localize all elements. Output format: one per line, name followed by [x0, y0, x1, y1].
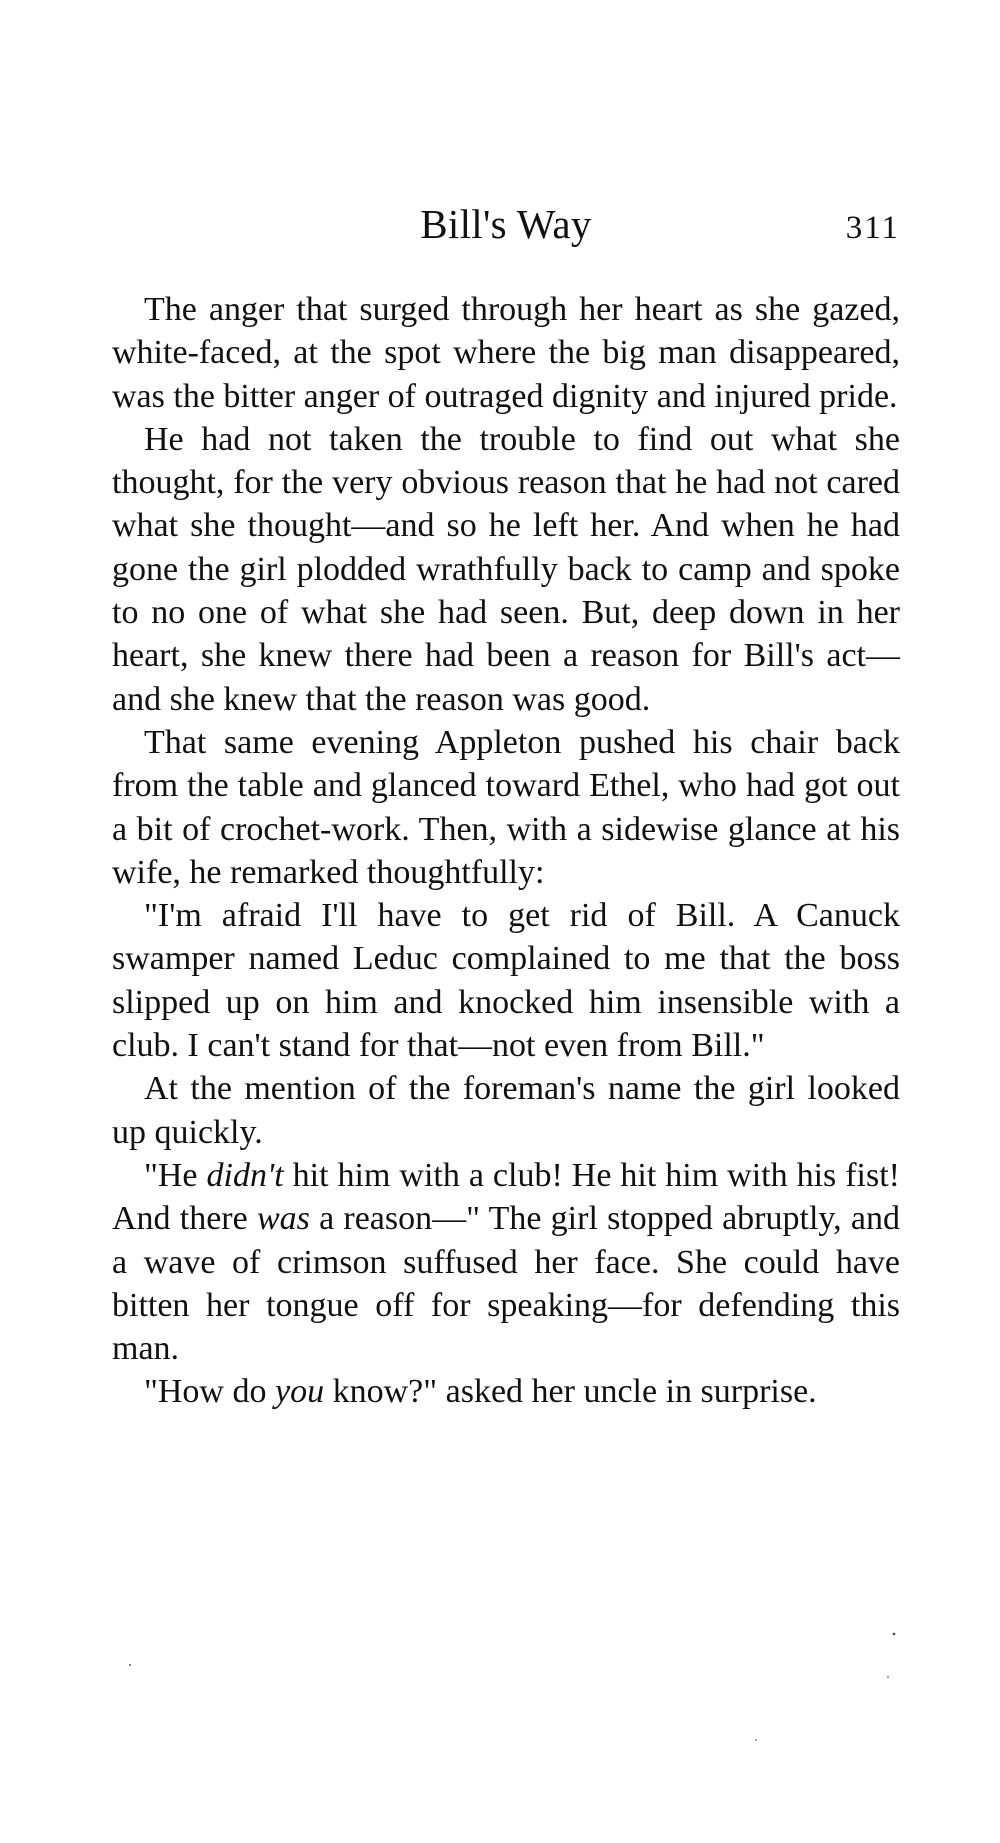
running-head — [112, 196, 900, 252]
italic-run: was — [256, 1200, 310, 1238]
speck — [887, 1676, 889, 1678]
text-run: "How do — [144, 1373, 275, 1411]
text-run: He had not taken the trouble to find out what she thought, for the very obvious reason that he had not cared what she thought—and so he left her. And when he had gone the girl plodded wrathfully back to camp and spoke to no one of what she had seen. But, deep down in her heart, she knew there had been a reason for Bill's act—and she knew that the reason was good. — [112, 420, 900, 718]
paragraph — [112, 288, 900, 418]
paragraph — [112, 721, 900, 894]
text-run: hit him with a club! He hit him with his fist! And there — [112, 1156, 900, 1238]
text-run: That same evening Appleton pushed his chair back from the table and glanced toward Ethel, who had got out a bit of crochet-work. Then, with a sidewise glance at his wife, he remarked thoughtfully: — [112, 723, 900, 891]
text-run: At the mention of the foreman's name the girl looked up quickly. — [112, 1070, 900, 1151]
speck — [129, 1664, 131, 1666]
speck — [755, 1739, 757, 1741]
text-run: a reason—" The girl stopped abruptly, and a wave of crimson suffused her face. She could have bitten her tongue off for speaking—for defending this man. — [112, 1200, 900, 1368]
page-number: 311 — [845, 210, 900, 246]
italic-run: you — [275, 1373, 325, 1411]
body-text — [112, 288, 900, 1414]
text-run: The anger that surged through her heart as she gazed, white-faced, at the spot where the big man disappeared, was the bitter anger of outraged dignity and injured pride. — [112, 291, 900, 415]
text-run: know?" asked her uncle in surprise. — [324, 1373, 817, 1411]
running-title: Bill's Way — [420, 201, 592, 247]
text-run: "I'm afraid I'll have to get rid of Bill. A Canuck swamper named Leduc complained to me that the boss slipped up on him and knocked him insensible with a club. I can't stand for that—not even from Bill." — [112, 897, 900, 1065]
paragraph — [112, 418, 900, 721]
speck — [893, 1633, 896, 1636]
paragraph — [112, 1067, 900, 1154]
paragraph — [112, 894, 900, 1067]
paragraph — [112, 1370, 900, 1413]
text-run: "He — [144, 1156, 207, 1194]
paragraph — [112, 1154, 900, 1370]
italic-run: didn't — [206, 1156, 284, 1194]
